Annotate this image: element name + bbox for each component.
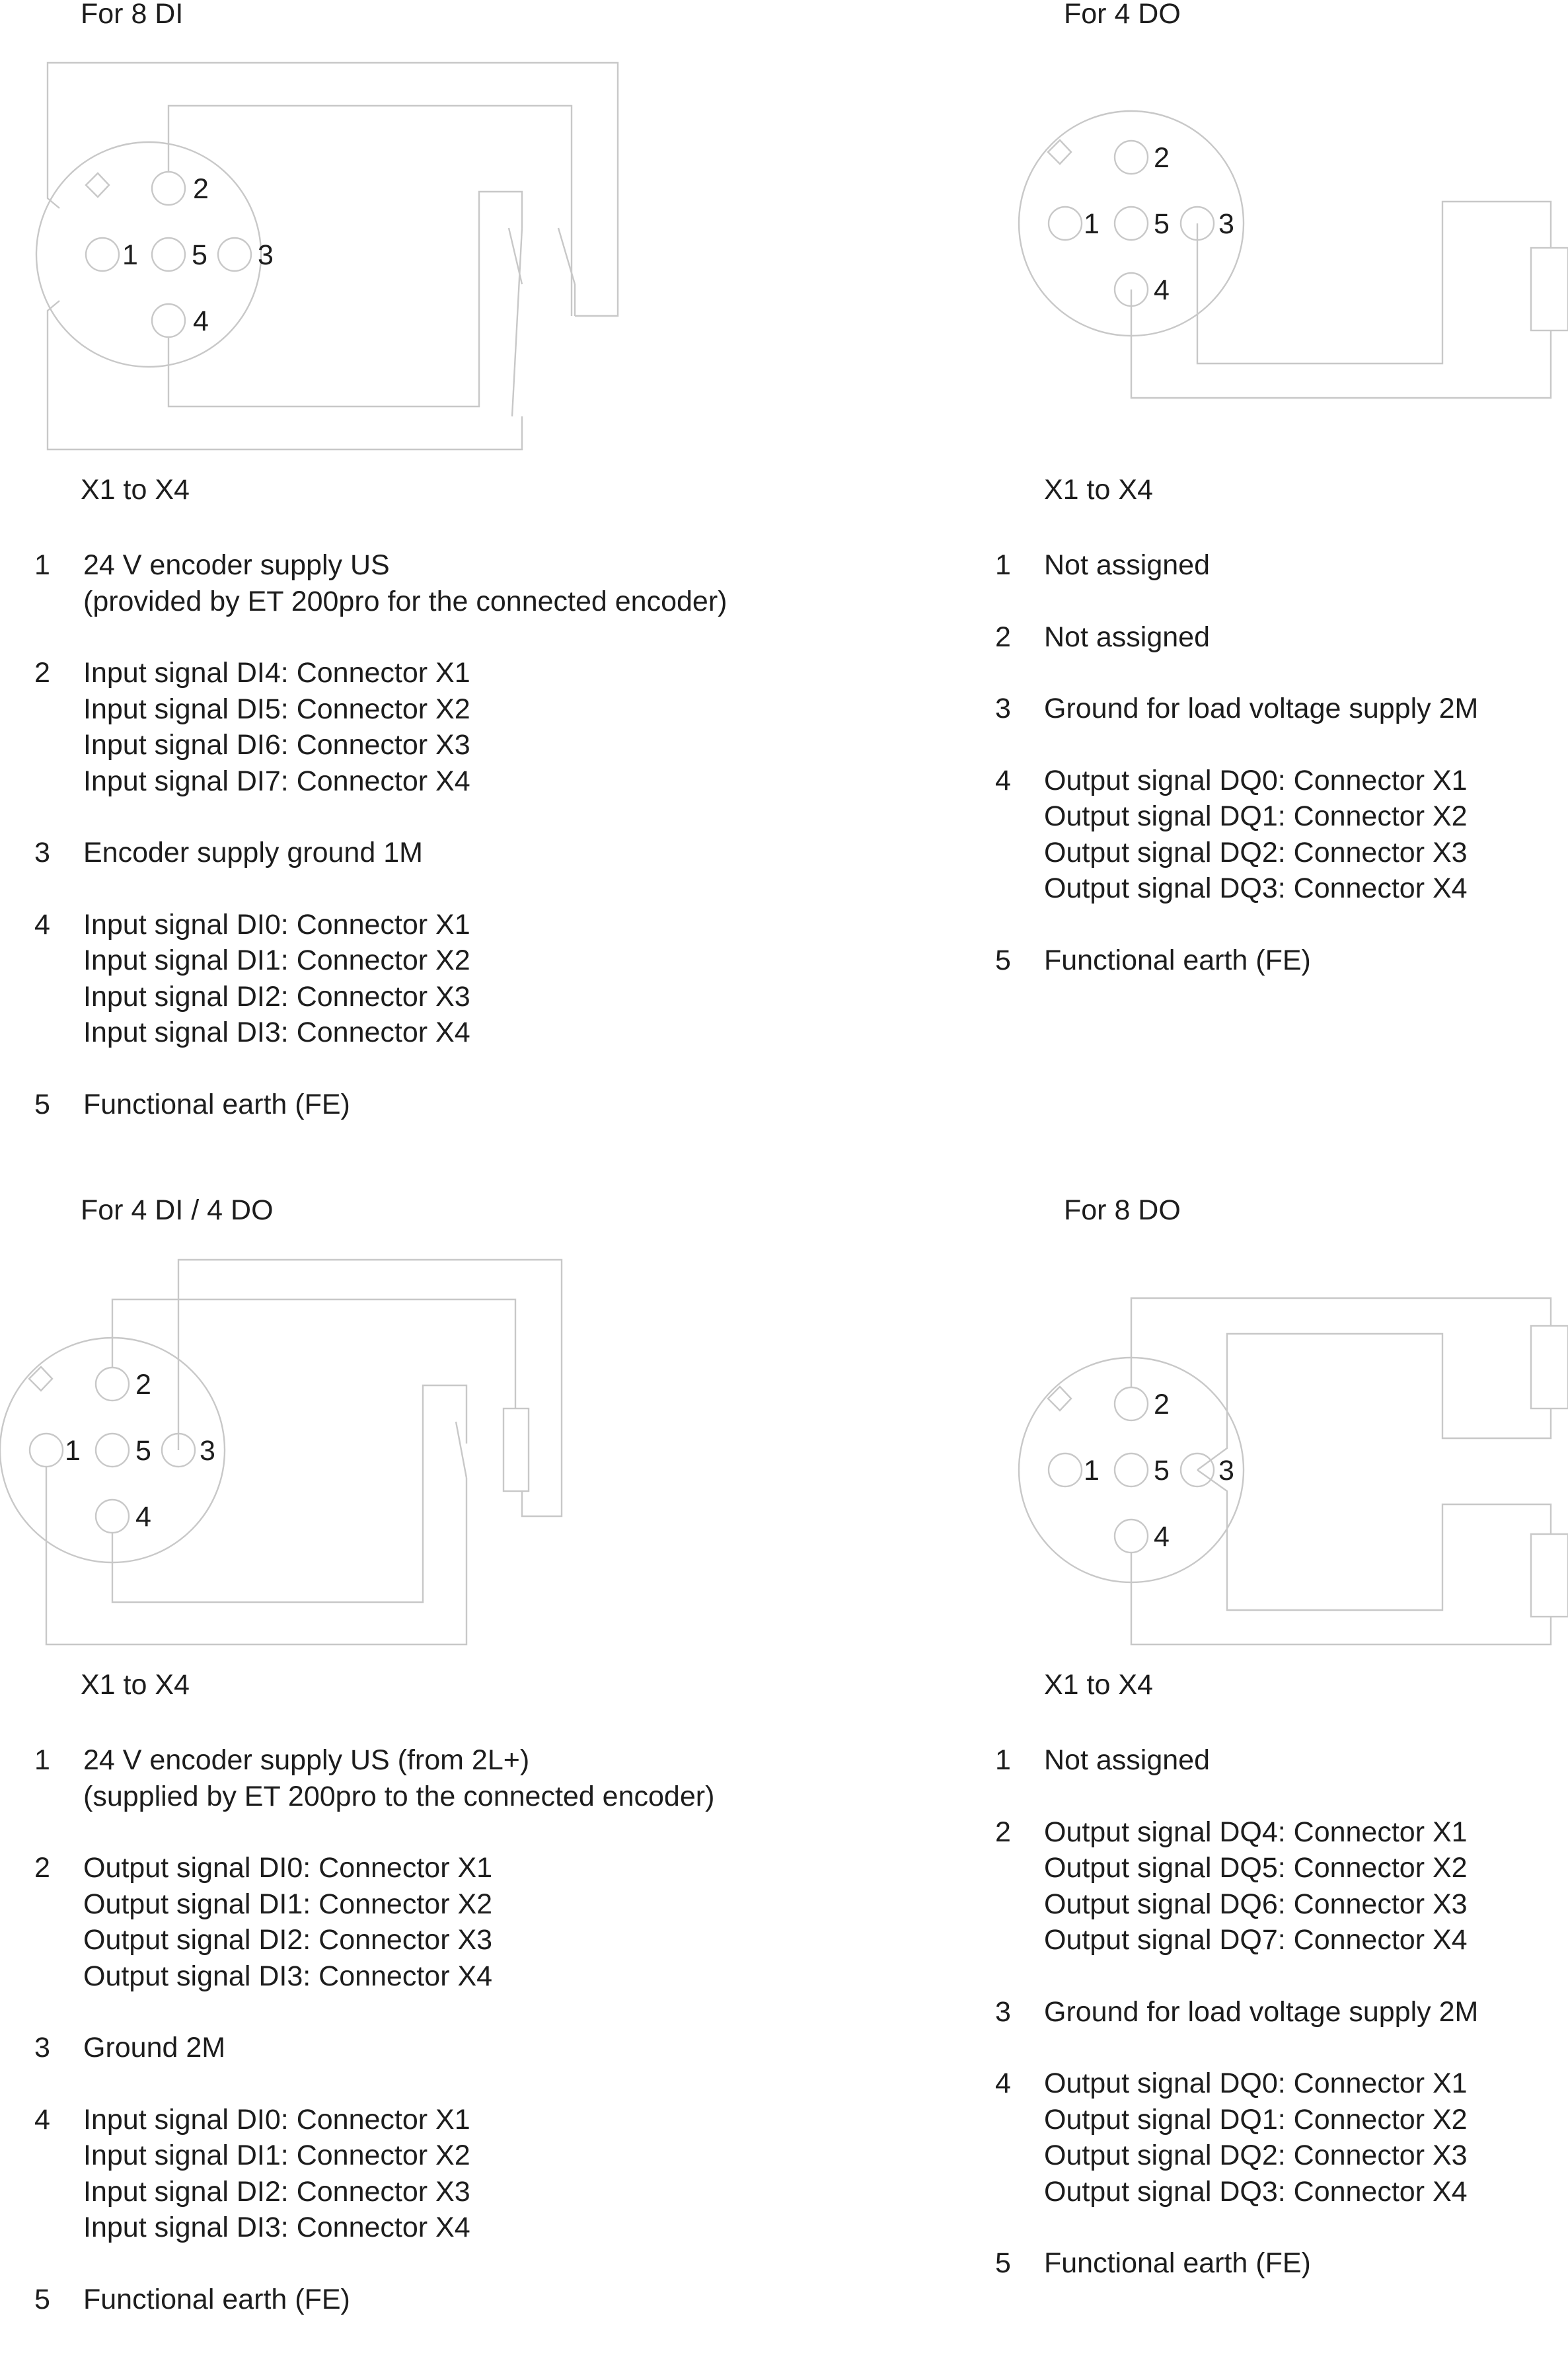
wiring-diagram-8di [0, 0, 784, 506]
pin-assignment-row [34, 1742, 794, 1814]
panel-subtitle: X1 to X4 [1044, 1669, 1153, 1701]
pin-description-line: Input signal DI6: Connector X3 [83, 729, 470, 761]
pin-description [1044, 691, 1568, 727]
pin-description-line: Ground 2M [83, 2032, 226, 2064]
pin-label-1: 1 [65, 1435, 81, 1467]
pin-number: 2 [995, 621, 1011, 653]
wire-pin4 [168, 192, 522, 406]
wire-load-1-return [1197, 1334, 1551, 1470]
pin-description-line: Input signal DI0: Connector X1 [83, 908, 470, 941]
pin-description-line: Output signal DQ7: Connector X4 [1044, 1924, 1468, 1956]
pin-2-contact [96, 1368, 129, 1401]
pin-number: 4 [34, 908, 50, 941]
pin-description-line: Input signal DI3: Connector X4 [83, 1017, 470, 1048]
switch-2 [558, 228, 575, 284]
switch-1 [512, 228, 522, 416]
pin-description-line: Output signal DI0: Connector X1 [83, 1852, 493, 1884]
pin-description [83, 1087, 794, 1123]
pin-description [1044, 1814, 1568, 1958]
pin-number: 1 [34, 549, 50, 581]
pin-description-line: Output signal DQ1: Connector X2 [1044, 2103, 1468, 2136]
pin-description-line: Input signal DI1: Connector X2 [83, 945, 470, 976]
pin-description-line: Output signal DQ5: Connector X2 [1044, 1852, 1468, 1884]
pin-description-line: Functional earth (FE) [83, 2283, 350, 2315]
pin-description-line: Functional earth (FE) [83, 1088, 350, 1120]
pin-assignment-row [34, 655, 794, 799]
pin-assignment-row [995, 2245, 1568, 2282]
pin-5-contact [1115, 1453, 1148, 1486]
pin-number: 5 [995, 2247, 1011, 2279]
switch-1 [456, 1422, 467, 1478]
pin-number: 3 [34, 837, 50, 868]
pin-assignment-row [995, 691, 1568, 727]
pin-description [1044, 1742, 1568, 1779]
pin-number: 4 [995, 764, 1011, 796]
pin-number: 1 [34, 1744, 50, 1776]
pin-description-line: Output signal DQ1: Connector X2 [1044, 800, 1468, 832]
pin-assignment-list [995, 547, 1568, 1014]
pin-description-line: Not assigned [1044, 549, 1210, 581]
pin-2-contact [1115, 141, 1148, 174]
pin-description-line: Functional earth (FE) [1044, 2247, 1311, 2279]
pin-description [1044, 2065, 1568, 2210]
pin-4-contact [1115, 1520, 1148, 1553]
pin-label-2: 2 [1154, 1389, 1170, 1420]
wire-pin1 [46, 1467, 467, 1644]
pin-description-line: Output signal DI2: Connector X3 [83, 1924, 493, 1956]
pin-description [83, 1742, 794, 1814]
pin-description [1044, 619, 1568, 656]
pin-1-contact [1049, 1453, 1082, 1486]
pin-description-line: Input signal DI2: Connector X3 [83, 2175, 470, 2208]
pin-number: 4 [995, 2067, 1011, 2099]
pin-description-line: Input signal DI0: Connector X1 [83, 2103, 470, 2136]
pin-assignment-list [34, 1742, 794, 2353]
pin-description-line: 24 V encoder supply US [83, 549, 390, 581]
pin-assignment-row [34, 2030, 794, 2066]
wire-pin2 [168, 106, 572, 316]
pin-number: 3 [34, 2032, 50, 2064]
pin-description-line: Input signal DI7: Connector X4 [83, 765, 470, 797]
pin-number: 5 [995, 944, 1011, 976]
pin-description-line: Output signal DQ2: Connector X3 [1044, 836, 1468, 868]
pin-description-line: Input signal DI5: Connector X2 [83, 693, 470, 725]
pin-assignment-row [995, 763, 1568, 907]
pin-label-4: 4 [135, 1501, 151, 1533]
panel-subtitle: X1 to X4 [81, 474, 190, 506]
pin-assignment-row [34, 2102, 794, 2246]
panel-8di [0, 0, 784, 1157]
panel-8do [784, 1161, 1567, 2317]
pin-label-5: 5 [1154, 208, 1170, 240]
pin-label-1: 1 [1084, 208, 1100, 240]
wire-pin4 [1131, 289, 1551, 398]
pin-number: 5 [34, 1088, 50, 1120]
wiring-diagram-4do [784, 0, 1567, 506]
pin-label-2: 2 [1154, 142, 1170, 174]
pin-description-line: Output signal DQ3: Connector X4 [1044, 2175, 1468, 2208]
pin-description [1044, 943, 1568, 979]
pin-description-line: 24 V encoder supply US (from 2L+) [83, 1744, 530, 1776]
pin-number: 3 [995, 693, 1011, 724]
pin-assignment-row [995, 619, 1568, 656]
pin-description-line: Output signal DQ4: Connector X1 [1044, 1816, 1468, 1848]
pin-assignment-list [995, 1742, 1568, 2317]
pin-label-4: 4 [193, 305, 209, 337]
load-resistor-2 [1531, 1534, 1568, 1617]
wire-outer-bottom [48, 301, 522, 449]
panel-title: For 4 DO [1064, 0, 1181, 30]
pin-assignment-row [34, 907, 794, 1051]
pin-number: 3 [995, 1995, 1011, 2028]
pin-label-4: 4 [1154, 1521, 1170, 1553]
pin-description [83, 2102, 794, 2246]
wire-pin4 [1131, 1553, 1551, 1644]
pin-description [83, 2030, 794, 2066]
pin-description [83, 835, 794, 871]
pin-assignment-row [34, 2282, 794, 2318]
panel-subtitle: X1 to X4 [1044, 474, 1153, 506]
pin-number: 1 [995, 549, 1011, 581]
wire-pin4 [112, 1385, 467, 1602]
pin-description-line: Output signal DI1: Connector X2 [83, 1888, 493, 1920]
wiring-diagram-4di-4do [0, 1161, 784, 1663]
pin-description-line: Output signal DQ0: Connector X1 [1044, 2067, 1468, 2099]
panel-title: For 8 DO [1064, 1194, 1181, 1226]
pin-description-line: Input signal DI4: Connector X1 [83, 657, 470, 689]
pin-5-contact [1115, 207, 1148, 240]
pin-2-contact [152, 172, 185, 205]
pin-5-contact [152, 238, 185, 271]
pin-label-2: 2 [193, 173, 209, 205]
pin-label-1: 1 [122, 239, 138, 271]
pin-label-5: 5 [1154, 1455, 1170, 1486]
pin-label-3: 3 [200, 1435, 215, 1467]
pin-description-line: Output signal DQ2: Connector X3 [1044, 2140, 1468, 2171]
wire-pin2 [1131, 1298, 1551, 1387]
panel-4di-4do [0, 1161, 784, 2317]
pin-assignment-row [34, 1850, 794, 1994]
pin-label-4: 4 [1154, 274, 1170, 306]
pin-description-line: Output signal DQ3: Connector X4 [1044, 872, 1468, 904]
pin-4-contact [96, 1500, 129, 1533]
pin-3-contact [218, 238, 251, 271]
pin-description-line: Not assigned [1044, 1744, 1210, 1776]
wire-pin2 [112, 1299, 515, 1408]
pin-assignment-row [34, 1087, 794, 1123]
pin-1-contact [86, 238, 119, 271]
wire-pin3-lower [1197, 1470, 1551, 1610]
pin-assignment-row [995, 1814, 1568, 1958]
pin-label-2: 2 [135, 1369, 151, 1401]
coding-key [86, 173, 109, 197]
connector-face [1019, 1358, 1244, 1582]
pin-number: 5 [34, 2283, 50, 2315]
pin-label-5: 5 [192, 239, 207, 271]
pin-label-3: 3 [1218, 1455, 1234, 1486]
pin-assignment-row [34, 835, 794, 871]
connector-face [36, 142, 261, 367]
pin-number: 2 [34, 1852, 50, 1884]
pin-description-line: (provided by ET 200pro for the connected encoder) [83, 585, 728, 617]
pin-assignment-row [995, 943, 1568, 979]
pin-description-line: Not assigned [1044, 621, 1210, 653]
pin-4-contact [152, 304, 185, 337]
panel-title: For 4 DI / 4 DO [81, 1194, 274, 1226]
pin-number: 1 [995, 1744, 1011, 1776]
pin-label-3: 3 [1218, 208, 1234, 240]
pin-description-line: Ground for load voltage supply 2M [1044, 693, 1479, 724]
pin-description-line: Encoder supply ground 1M [83, 837, 423, 868]
pin-label-3: 3 [258, 239, 274, 271]
load-resistor [1531, 248, 1568, 330]
pin-2-contact [1115, 1387, 1148, 1420]
pin-assignment-row [995, 1742, 1568, 1779]
panel-subtitle: X1 to X4 [81, 1669, 190, 1701]
pin-description [83, 655, 794, 799]
pin-number: 4 [34, 2103, 50, 2136]
pin-assignment-row [995, 547, 1568, 584]
pin-description-line: Input signal DI1: Connector X2 [83, 2140, 470, 2171]
pin-description-line: Output signal DI3: Connector X4 [83, 1960, 493, 1992]
pin-description [83, 1850, 794, 1994]
wire-pin3 [1197, 202, 1551, 364]
pin-5-contact [96, 1434, 129, 1467]
pin-description [83, 547, 794, 619]
pin-assignment-row [995, 1994, 1568, 2030]
wire-outer-top [48, 63, 618, 316]
pin-description [1044, 2245, 1568, 2282]
pin-number: 2 [995, 1816, 1011, 1848]
pin-label-5: 5 [135, 1435, 151, 1467]
load-resistor [504, 1408, 529, 1491]
pin-description [1044, 1994, 1568, 2030]
panel-4do [784, 0, 1567, 1157]
pin-description [1044, 547, 1568, 584]
panel-title: For 8 DI [81, 0, 184, 30]
pin-assignment-row [995, 2065, 1568, 2210]
pin-description [1044, 763, 1568, 907]
pin-description-line: Output signal DQ0: Connector X1 [1044, 764, 1468, 796]
pin-description [83, 2282, 794, 2318]
load-resistor-1 [1531, 1326, 1568, 1408]
pin-description-line: Input signal DI3: Connector X4 [83, 2212, 470, 2243]
pin-assignment-list [34, 547, 794, 1158]
pin-assignment-row [34, 547, 794, 619]
pin-description-line: Ground for load voltage supply 2M [1044, 1995, 1479, 2028]
pin-label-1: 1 [1084, 1455, 1100, 1486]
pin-1-contact [30, 1434, 63, 1467]
pin-number: 2 [34, 657, 50, 689]
pin-description [83, 907, 794, 1051]
pin-description-line: Output signal DQ6: Connector X3 [1044, 1888, 1468, 1920]
connector-face [0, 1338, 225, 1562]
pin-description-line: Functional earth (FE) [1044, 944, 1311, 976]
pin-description-line: Input signal DI2: Connector X3 [83, 980, 470, 1013]
wiring-diagram-8do [784, 1161, 1567, 1663]
pin-description-line: (supplied by ET 200pro to the connected encoder) [83, 1780, 715, 1812]
pin-1-contact [1049, 207, 1082, 240]
